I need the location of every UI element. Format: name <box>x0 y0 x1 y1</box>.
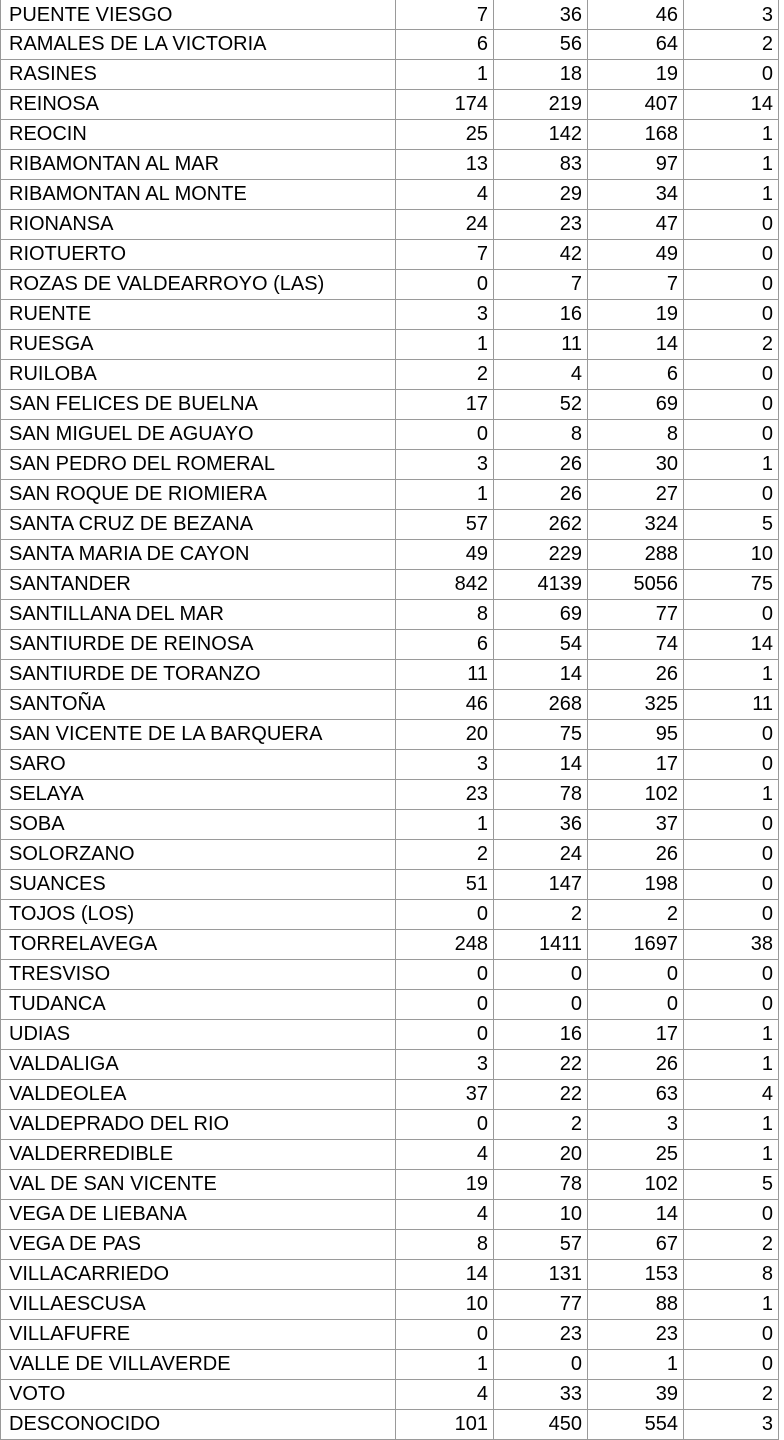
municipality-cell: VEGA DE PAS <box>1 1229 396 1259</box>
value-cell-2: 16 <box>494 299 588 329</box>
municipality-cell: VAL DE SAN VICENTE <box>1 1169 396 1199</box>
value-cell-4: 0 <box>684 1199 779 1229</box>
value-cell-2: 4 <box>494 359 588 389</box>
value-cell-4: 0 <box>684 299 779 329</box>
value-cell-1: 101 <box>396 1409 494 1439</box>
municipality-cell: SANTILLANA DEL MAR <box>1 599 396 629</box>
value-cell-1: 49 <box>396 539 494 569</box>
value-cell-2: 57 <box>494 1229 588 1259</box>
municipality-cell: VALDEPRADO DEL RIO <box>1 1109 396 1139</box>
value-cell-3: 554 <box>588 1409 684 1439</box>
value-cell-1: 3 <box>396 299 494 329</box>
value-cell-4: 3 <box>684 0 779 29</box>
value-cell-2: 69 <box>494 599 588 629</box>
value-cell-3: 46 <box>588 0 684 29</box>
municipality-cell: SANTA CRUZ DE BEZANA <box>1 509 396 539</box>
table-row <box>1 899 779 929</box>
municipality-cell: SAN ROQUE DE RIOMIERA <box>1 479 396 509</box>
value-cell-4: 1 <box>684 1109 779 1139</box>
value-cell-1: 0 <box>396 1019 494 1049</box>
municipality-cell: SAN PEDRO DEL ROMERAL <box>1 449 396 479</box>
table-row <box>1 209 779 239</box>
municipality-cell: SANTA MARIA DE CAYON <box>1 539 396 569</box>
value-cell-2: 131 <box>494 1259 588 1289</box>
table-row <box>1 569 779 599</box>
value-cell-3: 63 <box>588 1079 684 1109</box>
value-cell-2: 20 <box>494 1139 588 1169</box>
value-cell-3: 39 <box>588 1379 684 1409</box>
value-cell-3: 14 <box>588 329 684 359</box>
value-cell-1: 20 <box>396 719 494 749</box>
table-row <box>1 29 779 59</box>
table-row <box>1 1049 779 1079</box>
table-row <box>1 599 779 629</box>
municipality-cell: SARO <box>1 749 396 779</box>
value-cell-3: 97 <box>588 149 684 179</box>
value-cell-4: 5 <box>684 509 779 539</box>
value-cell-2: 56 <box>494 29 588 59</box>
municipality-cell: UDIAS <box>1 1019 396 1049</box>
value-cell-1: 23 <box>396 779 494 809</box>
value-cell-2: 42 <box>494 239 588 269</box>
municipality-cell: ROZAS DE VALDEARROYO (LAS) <box>1 269 396 299</box>
value-cell-3: 67 <box>588 1229 684 1259</box>
table-row <box>1 629 779 659</box>
value-cell-1: 57 <box>396 509 494 539</box>
municipality-cell: VALDEOLEA <box>1 1079 396 1109</box>
municipality-cell: SANTIURDE DE TORANZO <box>1 659 396 689</box>
table-row <box>1 1169 779 1199</box>
table-row <box>1 1019 779 1049</box>
municipality-cell: VOTO <box>1 1379 396 1409</box>
value-cell-1: 0 <box>396 269 494 299</box>
value-cell-1: 4 <box>396 1199 494 1229</box>
value-cell-1: 0 <box>396 1109 494 1139</box>
value-cell-3: 17 <box>588 1019 684 1049</box>
value-cell-1: 46 <box>396 689 494 719</box>
table-row <box>1 509 779 539</box>
value-cell-2: 229 <box>494 539 588 569</box>
value-cell-3: 37 <box>588 809 684 839</box>
value-cell-2: 7 <box>494 269 588 299</box>
value-cell-2: 11 <box>494 329 588 359</box>
value-cell-1: 7 <box>396 0 494 29</box>
municipality-cell: VEGA DE LIEBANA <box>1 1199 396 1229</box>
value-cell-4: 1 <box>684 779 779 809</box>
value-cell-3: 74 <box>588 629 684 659</box>
value-cell-4: 0 <box>684 1319 779 1349</box>
table-row <box>1 299 779 329</box>
value-cell-2: 1411 <box>494 929 588 959</box>
value-cell-1: 17 <box>396 389 494 419</box>
table-row <box>1 59 779 89</box>
table-row <box>1 419 779 449</box>
value-cell-1: 37 <box>396 1079 494 1109</box>
value-cell-4: 1 <box>684 1139 779 1169</box>
value-cell-4: 1 <box>684 179 779 209</box>
value-cell-1: 0 <box>396 899 494 929</box>
value-cell-4: 1 <box>684 119 779 149</box>
value-cell-2: 22 <box>494 1079 588 1109</box>
table-row <box>1 659 779 689</box>
table-row <box>1 329 779 359</box>
value-cell-4: 3 <box>684 1409 779 1439</box>
table-row <box>1 779 779 809</box>
table-row <box>1 479 779 509</box>
table-row <box>1 1289 779 1319</box>
value-cell-4: 0 <box>684 389 779 419</box>
municipality-cell: VALDALIGA <box>1 1049 396 1079</box>
value-cell-3: 34 <box>588 179 684 209</box>
value-cell-3: 64 <box>588 29 684 59</box>
table-row <box>1 1319 779 1349</box>
value-cell-2: 36 <box>494 809 588 839</box>
table-row <box>1 269 779 299</box>
value-cell-3: 6 <box>588 359 684 389</box>
table-row <box>1 719 779 749</box>
table-row <box>1 749 779 779</box>
municipality-cell: DESCONOCIDO <box>1 1409 396 1439</box>
value-cell-1: 0 <box>396 1319 494 1349</box>
municipality-cell: PUENTE VIESGO <box>1 0 396 29</box>
value-cell-1: 24 <box>396 209 494 239</box>
value-cell-4: 0 <box>684 839 779 869</box>
table-row <box>1 1229 779 1259</box>
value-cell-4: 1 <box>684 149 779 179</box>
municipality-cell: RIONANSA <box>1 209 396 239</box>
value-cell-1: 14 <box>396 1259 494 1289</box>
value-cell-1: 1 <box>396 1349 494 1379</box>
value-cell-1: 6 <box>396 629 494 659</box>
value-cell-4: 75 <box>684 569 779 599</box>
value-cell-3: 198 <box>588 869 684 899</box>
value-cell-1: 10 <box>396 1289 494 1319</box>
value-cell-4: 10 <box>684 539 779 569</box>
value-cell-3: 26 <box>588 659 684 689</box>
value-cell-1: 8 <box>396 599 494 629</box>
table-row <box>1 1379 779 1409</box>
value-cell-4: 1 <box>684 449 779 479</box>
value-cell-1: 13 <box>396 149 494 179</box>
value-cell-1: 8 <box>396 1229 494 1259</box>
value-cell-4: 1 <box>684 659 779 689</box>
value-cell-2: 22 <box>494 1049 588 1079</box>
value-cell-1: 2 <box>396 839 494 869</box>
value-cell-2: 2 <box>494 1109 588 1139</box>
value-cell-4: 0 <box>684 479 779 509</box>
value-cell-1: 0 <box>396 419 494 449</box>
municipality-cell: VILLAESCUSA <box>1 1289 396 1319</box>
value-cell-2: 10 <box>494 1199 588 1229</box>
municipality-cell: REINOSA <box>1 89 396 119</box>
value-cell-3: 324 <box>588 509 684 539</box>
value-cell-4: 0 <box>684 989 779 1019</box>
value-cell-1: 25 <box>396 119 494 149</box>
municipality-cell: SANTOÑA <box>1 689 396 719</box>
value-cell-4: 0 <box>684 209 779 239</box>
value-cell-4: 0 <box>684 1349 779 1379</box>
table-row <box>1 1109 779 1139</box>
value-cell-2: 77 <box>494 1289 588 1319</box>
table-row <box>1 449 779 479</box>
value-cell-4: 8 <box>684 1259 779 1289</box>
value-cell-3: 19 <box>588 299 684 329</box>
value-cell-4: 0 <box>684 719 779 749</box>
municipality-cell: VILLACARRIEDO <box>1 1259 396 1289</box>
municipality-cell: REOCIN <box>1 119 396 149</box>
value-cell-2: 52 <box>494 389 588 419</box>
value-cell-2: 36 <box>494 0 588 29</box>
value-cell-4: 0 <box>684 419 779 449</box>
value-cell-4: 0 <box>684 869 779 899</box>
value-cell-4: 38 <box>684 929 779 959</box>
value-cell-1: 4 <box>396 1139 494 1169</box>
municipality-cell: RUESGA <box>1 329 396 359</box>
value-cell-1: 51 <box>396 869 494 899</box>
value-cell-4: 0 <box>684 59 779 89</box>
value-cell-3: 47 <box>588 209 684 239</box>
value-cell-4: 11 <box>684 689 779 719</box>
municipality-cell: RUILOBA <box>1 359 396 389</box>
value-cell-3: 7 <box>588 269 684 299</box>
value-cell-2: 26 <box>494 479 588 509</box>
value-cell-4: 0 <box>684 239 779 269</box>
municipality-cell: VILLAFUFRE <box>1 1319 396 1349</box>
value-cell-1: 3 <box>396 449 494 479</box>
value-cell-3: 3 <box>588 1109 684 1139</box>
value-cell-3: 2 <box>588 899 684 929</box>
value-cell-4: 1 <box>684 1289 779 1319</box>
municipality-cell: SELAYA <box>1 779 396 809</box>
value-cell-3: 26 <box>588 1049 684 1079</box>
value-cell-2: 75 <box>494 719 588 749</box>
table-row <box>1 1199 779 1229</box>
table-row <box>1 179 779 209</box>
value-cell-2: 2 <box>494 899 588 929</box>
municipality-cell: TRESVISO <box>1 959 396 989</box>
value-cell-3: 288 <box>588 539 684 569</box>
value-cell-1: 248 <box>396 929 494 959</box>
value-cell-1: 0 <box>396 959 494 989</box>
value-cell-3: 14 <box>588 1199 684 1229</box>
value-cell-4: 0 <box>684 959 779 989</box>
municipality-cell: SAN MIGUEL DE AGUAYO <box>1 419 396 449</box>
value-cell-4: 14 <box>684 89 779 119</box>
table-row <box>1 1409 779 1439</box>
value-cell-2: 0 <box>494 959 588 989</box>
value-cell-3: 5056 <box>588 569 684 599</box>
value-cell-3: 1697 <box>588 929 684 959</box>
table-row <box>1 1259 779 1289</box>
value-cell-4: 14 <box>684 629 779 659</box>
value-cell-3: 1 <box>588 1349 684 1379</box>
table-row <box>1 239 779 269</box>
municipality-cell: RUENTE <box>1 299 396 329</box>
municipality-cell: SANTANDER <box>1 569 396 599</box>
table-row <box>1 0 779 29</box>
value-cell-2: 14 <box>494 659 588 689</box>
value-cell-2: 4139 <box>494 569 588 599</box>
value-cell-2: 8 <box>494 419 588 449</box>
table-row <box>1 149 779 179</box>
municipality-cell: RIOTUERTO <box>1 239 396 269</box>
table-row <box>1 929 779 959</box>
value-cell-2: 33 <box>494 1379 588 1409</box>
table-row <box>1 869 779 899</box>
value-cell-1: 842 <box>396 569 494 599</box>
municipality-cell: SOLORZANO <box>1 839 396 869</box>
value-cell-4: 1 <box>684 1019 779 1049</box>
value-cell-2: 24 <box>494 839 588 869</box>
value-cell-3: 95 <box>588 719 684 749</box>
value-cell-2: 54 <box>494 629 588 659</box>
table-row <box>1 539 779 569</box>
value-cell-3: 23 <box>588 1319 684 1349</box>
value-cell-2: 219 <box>494 89 588 119</box>
value-cell-1: 1 <box>396 329 494 359</box>
value-cell-1: 1 <box>396 809 494 839</box>
value-cell-2: 26 <box>494 449 588 479</box>
value-cell-4: 5 <box>684 1169 779 1199</box>
value-cell-3: 17 <box>588 749 684 779</box>
value-cell-4: 0 <box>684 359 779 389</box>
value-cell-2: 23 <box>494 209 588 239</box>
value-cell-2: 78 <box>494 779 588 809</box>
municipality-cell: RAMALES DE LA VICTORIA <box>1 29 396 59</box>
municipality-cell: RASINES <box>1 59 396 89</box>
table-row <box>1 689 779 719</box>
value-cell-3: 19 <box>588 59 684 89</box>
value-cell-3: 407 <box>588 89 684 119</box>
value-cell-3: 25 <box>588 1139 684 1169</box>
value-cell-3: 0 <box>588 989 684 1019</box>
value-cell-3: 8 <box>588 419 684 449</box>
table-body <box>1 0 779 1439</box>
value-cell-2: 78 <box>494 1169 588 1199</box>
municipality-cell: VALLE DE VILLAVERDE <box>1 1349 396 1379</box>
value-cell-2: 29 <box>494 179 588 209</box>
municipality-cell: SOBA <box>1 809 396 839</box>
value-cell-2: 14 <box>494 749 588 779</box>
municipality-cell: SAN VICENTE DE LA BARQUERA <box>1 719 396 749</box>
table-row <box>1 959 779 989</box>
value-cell-1: 0 <box>396 989 494 1019</box>
value-cell-3: 102 <box>588 779 684 809</box>
value-cell-4: 2 <box>684 29 779 59</box>
value-cell-1: 11 <box>396 659 494 689</box>
value-cell-4: 2 <box>684 1229 779 1259</box>
value-cell-3: 30 <box>588 449 684 479</box>
value-cell-2: 147 <box>494 869 588 899</box>
table-row <box>1 839 779 869</box>
value-cell-4: 0 <box>684 269 779 299</box>
value-cell-2: 268 <box>494 689 588 719</box>
municipality-cell: TUDANCA <box>1 989 396 1019</box>
value-cell-4: 0 <box>684 899 779 929</box>
table-row <box>1 1139 779 1169</box>
value-cell-4: 2 <box>684 1379 779 1409</box>
value-cell-4: 0 <box>684 599 779 629</box>
value-cell-1: 4 <box>396 179 494 209</box>
value-cell-3: 153 <box>588 1259 684 1289</box>
value-cell-2: 0 <box>494 989 588 1019</box>
municipality-cell: SUANCES <box>1 869 396 899</box>
table-row <box>1 989 779 1019</box>
municipality-cell: RIBAMONTAN AL MONTE <box>1 179 396 209</box>
value-cell-3: 27 <box>588 479 684 509</box>
value-cell-4: 0 <box>684 809 779 839</box>
value-cell-2: 23 <box>494 1319 588 1349</box>
municipality-cell: SAN FELICES DE BUELNA <box>1 389 396 419</box>
municipality-cell: VALDERREDIBLE <box>1 1139 396 1169</box>
value-cell-1: 1 <box>396 479 494 509</box>
value-cell-2: 0 <box>494 1349 588 1379</box>
value-cell-3: 69 <box>588 389 684 419</box>
value-cell-3: 77 <box>588 599 684 629</box>
municipality-cell: TOJOS (LOS) <box>1 899 396 929</box>
table-row <box>1 119 779 149</box>
table-row <box>1 359 779 389</box>
value-cell-3: 168 <box>588 119 684 149</box>
value-cell-2: 83 <box>494 149 588 179</box>
municipality-cell: SANTIURDE DE REINOSA <box>1 629 396 659</box>
value-cell-2: 450 <box>494 1409 588 1439</box>
value-cell-1: 3 <box>396 1049 494 1079</box>
value-cell-1: 7 <box>396 239 494 269</box>
value-cell-1: 6 <box>396 29 494 59</box>
value-cell-2: 16 <box>494 1019 588 1049</box>
value-cell-1: 1 <box>396 59 494 89</box>
municipality-cell: RIBAMONTAN AL MAR <box>1 149 396 179</box>
value-cell-3: 102 <box>588 1169 684 1199</box>
value-cell-1: 2 <box>396 359 494 389</box>
value-cell-1: 4 <box>396 1379 494 1409</box>
municipality-cell: TORRELAVEGA <box>1 929 396 959</box>
value-cell-1: 19 <box>396 1169 494 1199</box>
value-cell-4: 0 <box>684 749 779 779</box>
table-row <box>1 1079 779 1109</box>
value-cell-4: 2 <box>684 329 779 359</box>
value-cell-3: 49 <box>588 239 684 269</box>
table-row <box>1 389 779 419</box>
value-cell-4: 4 <box>684 1079 779 1109</box>
table-row <box>1 809 779 839</box>
value-cell-4: 1 <box>684 1049 779 1079</box>
table-row <box>1 1349 779 1379</box>
value-cell-2: 262 <box>494 509 588 539</box>
value-cell-3: 0 <box>588 959 684 989</box>
value-cell-3: 325 <box>588 689 684 719</box>
value-cell-1: 174 <box>396 89 494 119</box>
value-cell-2: 142 <box>494 119 588 149</box>
value-cell-2: 18 <box>494 59 588 89</box>
value-cell-1: 3 <box>396 749 494 779</box>
table-row <box>1 89 779 119</box>
value-cell-3: 88 <box>588 1289 684 1319</box>
value-cell-3: 26 <box>588 839 684 869</box>
